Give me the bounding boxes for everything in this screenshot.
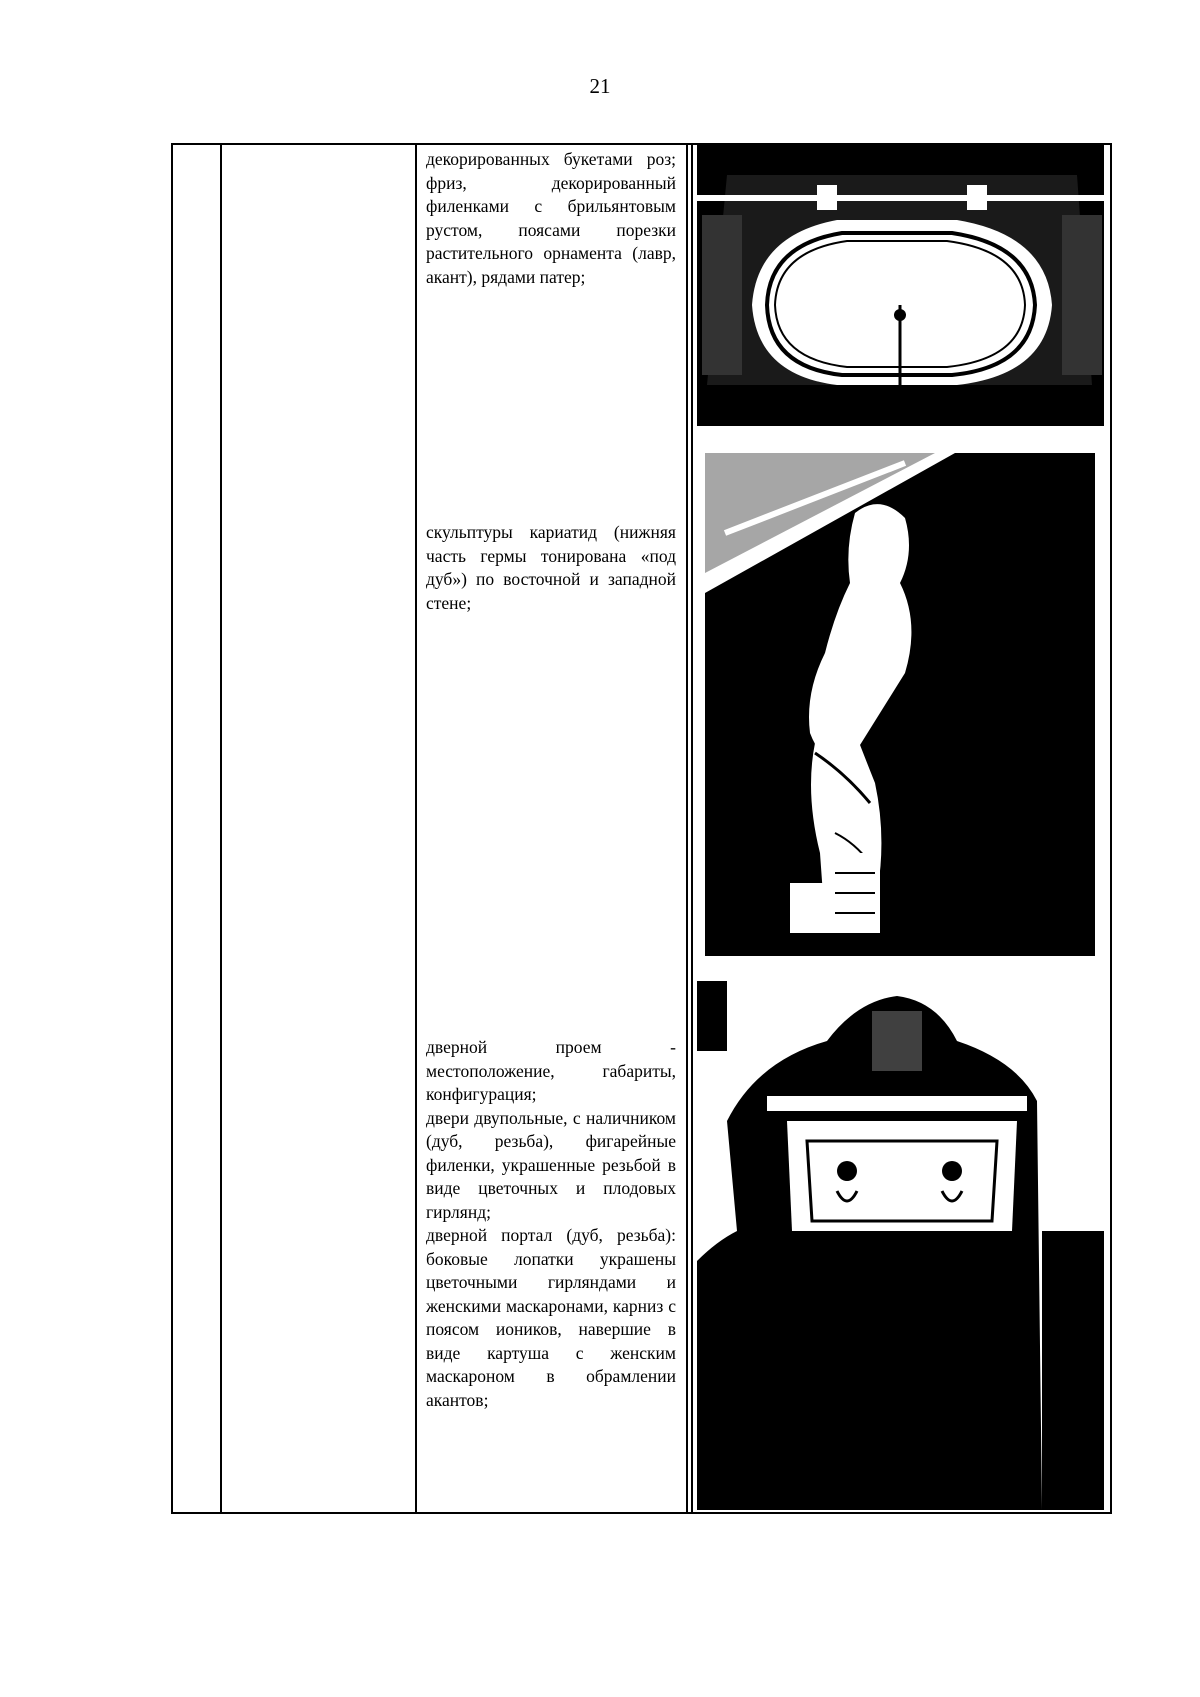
row-description: двери двупольные, с наличником (дуб, резьба), фигарейные филенки, украшенные резьбой в виде цветочных и плодовых гирлянд;	[426, 1107, 676, 1222]
ceiling-oval-photo	[697, 145, 1104, 426]
table-divider	[220, 143, 222, 1514]
table-divider	[686, 143, 688, 1514]
row-description: декорированных букетами роз; фриз, декорированный филенками с брильянтовым рустом, поясами порезки растительного орнамента (лавр, акант), рядами патер;	[426, 149, 676, 287]
caryatid-sculpture-photo	[705, 453, 1095, 956]
table-divider	[415, 143, 417, 1514]
table-row	[426, 1036, 676, 1412]
page-number: 21	[589, 74, 611, 98]
row-description: дверной проем - местоположение, габариты, конфигурация;	[426, 1037, 676, 1104]
door-portal-photo	[697, 981, 1104, 1510]
row-description: дверной портал (дуб, резьба): боковые лопатки украшены цветочными гирляндами и женскими маскаронами, карниз с поясом иоников, навершие в виде картуша с женским маскароном в обрамлении акантов;	[426, 1225, 676, 1410]
row-description: скульптуры кариатид (нижняя часть гермы тонирована «под дуб») по восточной и западной стене;	[426, 522, 676, 613]
table-row	[426, 521, 676, 615]
table-row	[426, 148, 676, 289]
table-divider	[691, 143, 693, 1514]
